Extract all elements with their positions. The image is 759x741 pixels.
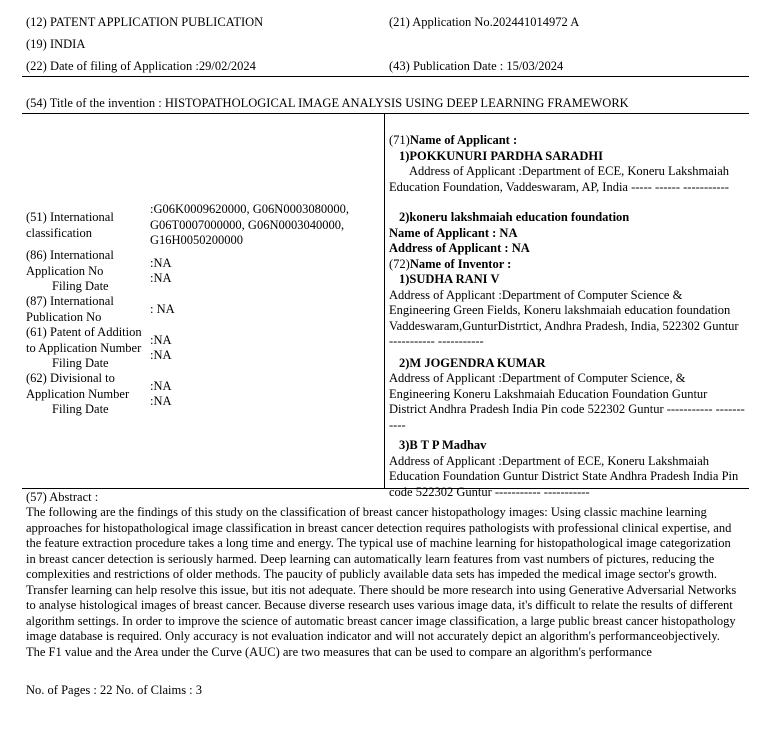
divisional-label: (62) Divisional to Application Number <box>26 371 130 401</box>
intl-app-filing-label: Filing Date <box>52 279 109 293</box>
country: (19) INDIA <box>26 37 86 51</box>
intl-pub-value: : NA <box>150 302 175 316</box>
inventor-2-name: 2)M JOGENDRA KUMAR <box>399 355 546 370</box>
abstract-body: The following are the findings of this study on the classification of breast cancer histopathology images: Using classic machine learning approaches for histopathological image classification in breast cancer detection requires pathologists with professional clinical expertise, and the feature extraction procedure takes a long time and energy. The typical use of machine learning for histopathological image categorization in breast cancer detection is seriously harmed. Deep learning can automatically learn features from vast numbers of pictures, reducing the complexities and restrictions of older methods. The paucity of publicly available data sets has impeded the medical image sector's growth. Transfer learning can help resolve this issue, but itis not adequate. There should be more research into using Generative Adversarial Networks to analyse histological images of breast cancer. Because diverse research uses various image data, it's difficult to relate the results of different algorithm settings. In order to improve the science of automatic breast cancer image classification, a large public breast cancer histopathology image database is required. Only accuracy is not evaluation indicator and will not accurately depict an algorithm's performanceobjectively. The F1 value and the Area under the Curve (AUC) are two measures that can be used to compare an algorithm's performance <box>26 505 737 659</box>
pages-claims-footer: No. of Pages : 22 No. of Claims : 3 <box>26 683 203 697</box>
applicant-2-name: 2)koneru lakshmaiah education foundation <box>399 210 630 224</box>
applicant-inventor-column <box>389 133 745 500</box>
intl-app-filing-value: :NA <box>150 271 172 285</box>
applicant-1-address: Address of Applicant :Department of ECE, Koneru Lakshmaiah Education Foundation, Vaddeswaram, AP, India ----- ------ ----------- <box>389 164 730 194</box>
divisional-filing-value: :NA <box>150 394 172 408</box>
filing-date: (22) Date of filing of Application :29/02/2024 <box>26 59 256 73</box>
applicant-heading-text: Name of Applicant : <box>409 133 518 147</box>
divisional-filing-label: Filing Date <box>52 402 109 416</box>
applicant-address-na: Address of Applicant : NA <box>389 241 530 255</box>
inventor-heading-number: (72) <box>389 256 410 271</box>
publication-type: (12) PATENT APPLICATION PUBLICATION <box>26 15 264 29</box>
applicant-heading-number: (71) <box>389 133 410 147</box>
publication-date: (43) Publication Date : 15/03/2024 <box>389 59 564 73</box>
patent-addition-value: :NA <box>150 333 172 347</box>
inventor-3-address: Address of Applicant :Department of ECE, Koneru Lakshmaiah Education Foundation Guntur District State Andhra Pradesh India Pin code 522302 Guntur ----------- ----------- <box>389 453 739 499</box>
applicant-1-name: 1)POKKUNURI PARDHA SARADHI <box>399 148 603 163</box>
column-divider <box>384 113 385 488</box>
intl-app-label: (86) International Application No <box>26 248 114 278</box>
invention-title: (54) Title of the invention : HISTOPATHOLOGICAL IMAGE ANALYSIS USING DEEP LEARNING FRAMEWORK <box>26 96 629 110</box>
patent-addition-label: (61) Patent of Addition to Application Number <box>26 325 142 355</box>
applicant-heading <box>389 133 745 149</box>
application-number: (21) Application No.202441014972 A <box>389 15 580 29</box>
classification-block <box>26 202 381 422</box>
header-divider <box>22 76 749 77</box>
intl-app-value: :NA <box>150 256 172 270</box>
inventor-1-address: Address of Applicant :Department of Computer Science & Engineering Green Fields, Koneru lakshmaiah education foundation Vaddeswaram,GunturDistrtict, Andhra Pradesh, India, 522302 Guntur ----------- ----------- <box>389 287 739 348</box>
inventor-3-name: 3)B T P Madhav <box>399 438 487 452</box>
inventor-heading <box>389 257 745 273</box>
patent-addition-filing-value: :NA <box>150 348 172 362</box>
intl-class-value: :G06K0009620000, G06N0003080000, G06T0007000000, G06N0003040000, G16H0050200000 <box>150 202 349 247</box>
inventor-2-address: Address of Applicant :Department of Computer Science, & Engineering Koneru Lakshmaiah Education Foundation Guntur District Andhra Pradesh India Pin code 522302 Guntur ----------- ----------- <box>389 371 745 432</box>
inventor-1-name: 1)SUDHA RANI V <box>399 272 500 286</box>
inventor-heading-text: Name of Inventor : <box>409 256 512 271</box>
patent-addition-filing-label: Filing Date <box>52 356 109 370</box>
abstract-heading: (57) Abstract : <box>26 490 99 504</box>
applicant-name-na: Name of Applicant : NA <box>389 225 518 240</box>
divisional-value: :NA <box>150 379 172 393</box>
intl-pub-label: (87) International Publication No <box>26 294 114 324</box>
title-divider <box>22 113 749 114</box>
intl-class-label: (51) International classification <box>26 210 114 240</box>
